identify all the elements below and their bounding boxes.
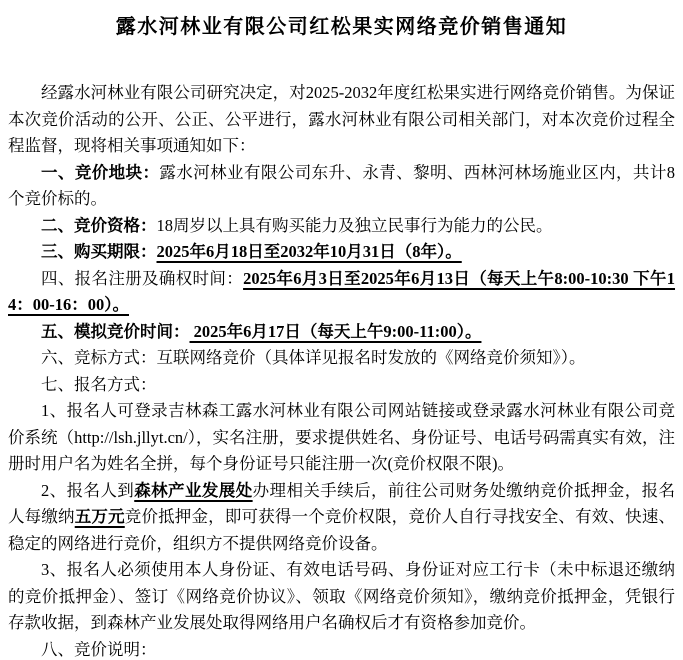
text-segment: 七、报名方式： bbox=[41, 374, 157, 394]
text-segment: 二、竞价资格： bbox=[41, 215, 157, 235]
text-segment: 五、模拟竞价时间： bbox=[41, 321, 190, 341]
text-segment: 18周岁以上具有购买能力及独立民事行为能力的公民。 bbox=[156, 215, 553, 235]
text-segment: 五万元 bbox=[74, 507, 125, 526]
text-segment: 3、报名人必须使用本人身份证、有效电话号码、身份证对应工行卡（未中标退还缴纳的竞价抵押金）、签订《网络竞价协议》、领取《网络竞价须知》，缴纳竞价抵押金，凭银行存款收据，到森林产业发展处取得网络用户名确权后才有资格参加竞价。 bbox=[8, 560, 675, 632]
text-segment: 森林产业发展处 bbox=[134, 480, 253, 500]
text-segment: 四、报名注册及确权时间： bbox=[41, 268, 244, 288]
paragraph-item-5-mock-bidding-time bbox=[8, 319, 675, 346]
paragraph-item-1-bidding-plots bbox=[8, 160, 675, 213]
paragraph-item-7-registration-method bbox=[8, 372, 675, 399]
paragraph-item-7-sub-3 bbox=[8, 557, 675, 637]
text-segment: 办理相关手续后，前往公司财务处缴纳竞价抵押金，报名人每缴纳 bbox=[8, 480, 676, 526]
text-segment: 2025年6月3日至2025年6月13日（每天上午8:00-10:30 下午14：00-16：00）。 bbox=[8, 268, 676, 314]
document-title: 露水河林业有限公司红松果实网络竞价销售通知 bbox=[115, 16, 568, 38]
text-segment: 八、竞价说明： bbox=[41, 639, 157, 659]
paragraph-intro bbox=[8, 80, 675, 160]
paragraph-item-8-bidding-notes bbox=[8, 637, 675, 660]
text-segment: 三、购买期限： bbox=[41, 242, 157, 261]
text-segment: 露水河林业有限公司东升、永青、黎明、西林河林场施业区内，共计8个竞价标的。 bbox=[8, 162, 676, 208]
text-segment: 2、报名人到 bbox=[41, 480, 135, 500]
text-segment: 六、竞标方式：互联网络竞价（具体详见报名时发放的《网络竞价须知》）。 bbox=[41, 348, 586, 367]
text-segment: 2025年6月17日（每天上午9:00-11:00）。 bbox=[189, 321, 482, 341]
paragraph-item-7-sub-2 bbox=[8, 478, 675, 558]
text-segment: 经露水河林业有限公司研究决定，对2025-2032年度红松果实进行网络竞价销售。为保证本次竞价活动的公开、公正、公平进行，露水河林业有限公司相关部门，对本次竞价过程全程监督，现将相关事项通知如下： bbox=[8, 83, 675, 155]
document-body bbox=[8, 80, 675, 660]
paragraph-item-7-sub-1 bbox=[8, 398, 675, 478]
text-segment: 一、竞价地块： bbox=[41, 162, 160, 182]
paragraph-item-6-bidding-method bbox=[8, 345, 675, 372]
paragraph-item-3-purchase-period bbox=[8, 239, 675, 266]
text-segment: 2025年6月18日至2032年10月31日（8年）。 bbox=[156, 242, 462, 261]
text-segment: 1、报名人可登录吉林森工露水河林业有限公司网站链接或登录露水河林业有限公司竞价系统（http://lsh.jllyt.cn/），实名注册，要求提供姓名、身份证号、电话号码需真实有效，注册时用户名为姓名全拼，每个身份证号只能注册一次(竞价权限不限)。 bbox=[8, 401, 675, 473]
paragraph-item-2-bidding-qualification bbox=[8, 213, 675, 240]
paragraph-item-4-registration-time bbox=[8, 266, 675, 319]
text-segment: 竞价抵押金，即可获得一个竞价权限，竞价人自行寻找安全、有效、快速、稳定的网络进行竞价，组织方不提供网络竞价设备。 bbox=[8, 507, 676, 553]
